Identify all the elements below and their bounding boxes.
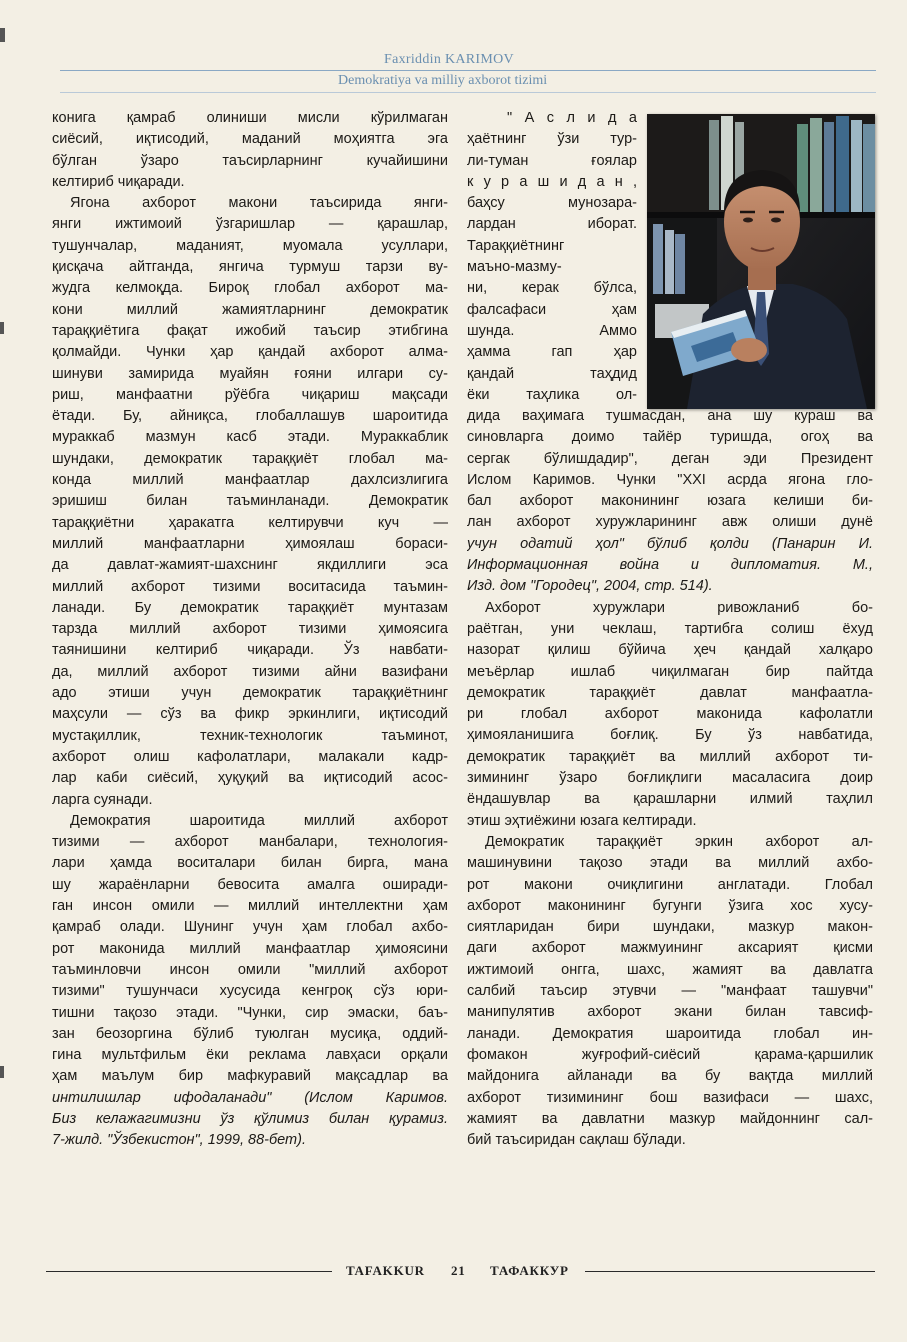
text-line: сиятларидан бири шундаки, мазкур макон- (467, 919, 873, 936)
text-line: лардан иборат. (467, 216, 637, 233)
text-line: этиш эҳтиёжини юзага келтиради. (467, 812, 697, 829)
text-line: тишни тақозо этади. "Чунки, сир эмаски, баъ- (52, 1004, 448, 1021)
header-rule-top (60, 70, 876, 71)
text-line: лар каби сиёсий, ҳуқуқий ва иқтисодий асос- (52, 770, 448, 787)
text-line: салбий таъсир этувчи — "манфаат ташувчи" (467, 983, 873, 1000)
text-line: дида ваҳимага тушмасдан, ана шу кураш ва (467, 408, 873, 424)
text-line: учун одатий ҳол" бўлиб қолди (Панарин И. (467, 535, 873, 552)
edge-mark (0, 28, 5, 42)
paragraph (52, 108, 448, 193)
text-line: тушунчалар, маданият, муомала усуллари, (52, 237, 448, 254)
text-line: таянишини келтириб чиқаради. Ўз навбати- (52, 642, 448, 659)
edge-mark (0, 1066, 4, 1078)
text-line: меъёрлар ишлаб чиқилмаган бир пайтда (467, 663, 873, 680)
text-line: Ислом Каримов. Чунки "XXI асрда ягона гло- (467, 471, 873, 488)
text-line: жудга келмоқда. Бироқ глобал ахборот ма- (52, 280, 448, 297)
text-line: ҳимояланишига боғлиқ. Бу ўз навбатида, (467, 727, 873, 744)
paragraph (467, 406, 873, 598)
text-line: бий таъсиридан сақлаш бўлади. (467, 1132, 686, 1149)
text-line: маҳсули — сўз ва фикр эркинлиги, иқтисодий (52, 706, 448, 723)
text-line: таъминловчи инсон омили "миллий ахборот (52, 961, 448, 978)
text-line: тараққиётни ҳаракатга келтирувчи куч — (52, 514, 448, 531)
text-line: ахборот маконининг бугунги ўзига хос хусу- (467, 897, 873, 914)
portrait-illustration (647, 114, 875, 409)
footer-magazine-cyrillic: ТАФАККУР (490, 1263, 569, 1278)
text-line: Демократик тараққиёт эркин ахборот ал- (485, 834, 873, 850)
text-line: зимининг ўзаро боғлиқлиги масаласига доир (467, 770, 873, 787)
header-subtitle: Demokratiya va milliy axborot tizimi (338, 73, 548, 88)
paragraph (467, 108, 637, 406)
text-line: бал ахборот маконининг юзага келиши би- (467, 493, 873, 510)
footer-page-number: 21 (451, 1263, 466, 1278)
text-line: да, миллий ахборот тизими айни вазифани (52, 663, 448, 680)
edge-mark (0, 322, 4, 334)
paragraph (52, 193, 448, 811)
text-line: янги ижтимоий ўзгаришлар — қарашлар, (52, 216, 448, 233)
text-line: ни, керак бўлса, (467, 280, 637, 297)
text-line: ган инсон омили — миллий интеллектни ҳам (52, 898, 448, 915)
header-rule-bottom (60, 92, 876, 93)
text-line: мустақиллик, техник-технологик таъминот, (52, 727, 448, 744)
text-line: шундаки, демократик тараққиёт глобал ма- (52, 450, 448, 467)
text-line: баҳсу мунозара- (467, 195, 637, 212)
text-line: келтириб чиқаради. (52, 173, 185, 190)
text-line: жамият ва давлатни мазкур майдоннинг сал- (467, 1110, 873, 1127)
text-line: 7-жилд. "Ўзбекистон", 1999, 88-бет). (52, 1132, 306, 1149)
text-line: шинуви замирида муайян ғояни илгари су- (52, 365, 448, 382)
text-line: Тараққиётнинг (467, 237, 565, 254)
text-line: ётади. Бу, айниқса, глобаллашув шароитида (52, 408, 448, 425)
text-line: ахборот тизимининг бош вазифаси — шахс, (467, 1089, 873, 1106)
text-line: майдонига айланади ва бу вақтда миллий (467, 1068, 873, 1085)
text-line: ҳаётнинг ўзи тур- (467, 131, 637, 148)
text-line: миллий манфаатларни ҳимоялаш бораси- (52, 535, 448, 552)
text-line: раётган, уни чеклаш, тартибга солиш ёхуд (467, 620, 873, 637)
footer-magazine-latin: TAFAKKUR (346, 1263, 425, 1278)
text-line: лан ахборот хуружларининг авж олиши дунё (467, 514, 873, 531)
text-line: рот макони очиқлигини англатади. Глобал (467, 876, 873, 893)
text-line: гина мультфильм ёки реклама лавҳаси орқали (52, 1047, 448, 1064)
text-line: сиёсий, иқтисодий, маданий моҳиятга эга (52, 131, 448, 148)
text-line: зан беозоргина бўлиб туюлган мусиқа, оддий- (52, 1025, 448, 1042)
text-line: интилишлар ифодаланади" (Ислом Каримов. (52, 1089, 448, 1106)
text-line: мураккаб мазмун касб этади. Мураккаблик (52, 429, 448, 446)
header-author: Faxriddin KARIMOV (384, 52, 514, 67)
text-line: Информационная война и дипломатия. М., (467, 557, 873, 574)
text-line: Изд. дом "Городец", 2004, стр. 514). (467, 578, 713, 595)
text-line: ҳам маълум бир мафкуравий мақсадлар ва (52, 1068, 448, 1085)
text-line: шу жараёнларни бевосита амалга оширади- (52, 876, 448, 893)
text-line: фомакон жуғрофий-сиёсий қарама-қаршилик (467, 1046, 873, 1063)
text-line: бўлган ўзаро таъсирларнинг кучайишини (52, 152, 448, 169)
text-line: манипулятив ахборот экани билан тавсиф- (467, 1004, 873, 1021)
text-line: лари ҳамда воситалари билан бирга, мана (52, 855, 448, 872)
text-line: ланади. Бу демократик тараққиёт мунтазам (52, 599, 448, 616)
text-line: маъно-мазму- (467, 259, 562, 276)
text-line: " А с л и д а (507, 110, 637, 126)
text-line: ларга суянади. (52, 791, 153, 808)
text-line: даги ахборот мажмуининг аксарият қисми (467, 940, 873, 957)
text-line: эришиш билан таъминланади. Демократик (52, 493, 448, 510)
text-line: демократик тараққиёт ва миллий ахборот ти- (467, 748, 873, 765)
text-line: ижтимоий онгга, шахс, жамият ва давлатга (467, 961, 873, 978)
paragraph (467, 832, 873, 1151)
text-line: ли-туман ғоялар (467, 152, 637, 169)
text-line: қисқача айтганда, янгича турмуш тарзи ву- (52, 259, 448, 276)
text-line: тизими — ахборот манбалари, технология- (52, 834, 448, 851)
text-line: назорат қилиш бўйича ҳеч қандай халқаро (467, 642, 873, 659)
text-line: қандай таҳдид (467, 365, 637, 382)
text-line: демократик тараққиёт давлат манфаатла- (467, 684, 873, 701)
text-line: адо этиши учун демократик тараққиётнинг (52, 685, 448, 702)
author-portrait-photo (647, 114, 875, 409)
text-line: ри глобал ахборот маконида кафолатли (467, 706, 873, 723)
text-line: рот маконида миллий манфаатлар ҳимоясини (52, 940, 448, 957)
text-line: машинувини тақозо этади ва миллий ахбо- (467, 855, 873, 872)
text-line: конда миллий манфаатлар дахлсизлигига (52, 472, 448, 489)
text-line: қолмайди. Чунки ҳар қандай ахборот алма- (52, 344, 448, 361)
text-line: Ягона ахборот макони таъсирида янги- (70, 195, 448, 212)
text-line: шунда. Аммо (467, 322, 637, 339)
text-line: тарзда миллий ахборот тизими ҳимоясига (52, 621, 448, 638)
text-line: риш, манфаатни рўёбга чиқариш мақсади (52, 386, 448, 403)
text-line: конига қамраб олиниши мисли кўрилмаган (52, 110, 448, 126)
text-line: қамраб олади. Шунинг учун ҳам глобал ахбо- (52, 919, 448, 936)
text-line: Биз келажагимизни ўз қўлимиз билан қурамиз. (52, 1111, 448, 1128)
text-line: фалсафаси ҳам (467, 301, 637, 318)
text-line: ҳамма гап ҳар (467, 344, 637, 361)
text-line: к у р а ш и д а н , (467, 173, 637, 190)
text-line: сергак бўлишдадир", деган эди Президент (467, 450, 873, 467)
paragraph (52, 811, 448, 1152)
text-line: тараққиётига фақат ижобий таъсир этибгина (52, 322, 448, 339)
text-line: миллий ахборот тизими воситасида таъмин- (52, 578, 448, 595)
text-line: ланади. Демократия шароитида глобал ин- (467, 1025, 873, 1042)
paragraph (467, 598, 873, 832)
text-line: ахборот олиш кафолатлари, малакали кадр- (52, 748, 448, 765)
text-line: тизими" тушунчаси хусусида кенгроқ сўз юри- (52, 983, 448, 1000)
footer-rule-left (46, 1271, 332, 1272)
footer-rule-right (585, 1271, 875, 1272)
text-line: кони миллий жамиятларнинг демократик (52, 301, 448, 318)
text-line: Демократия шароитида миллий ахборот (70, 812, 448, 829)
text-line: ёндашувлар ва қарашларни илмий таҳлил (467, 791, 873, 808)
text-line: синовларга доимо тайёр туришда, огоҳ ва (467, 429, 873, 446)
text-line: да давлат-жамият-шахснинг якдиллиги эса (52, 557, 448, 574)
text-line: Ахборот хуружлари ривожланиб бо- (485, 599, 873, 616)
text-line: ёки таҳлика ол- (467, 386, 637, 403)
